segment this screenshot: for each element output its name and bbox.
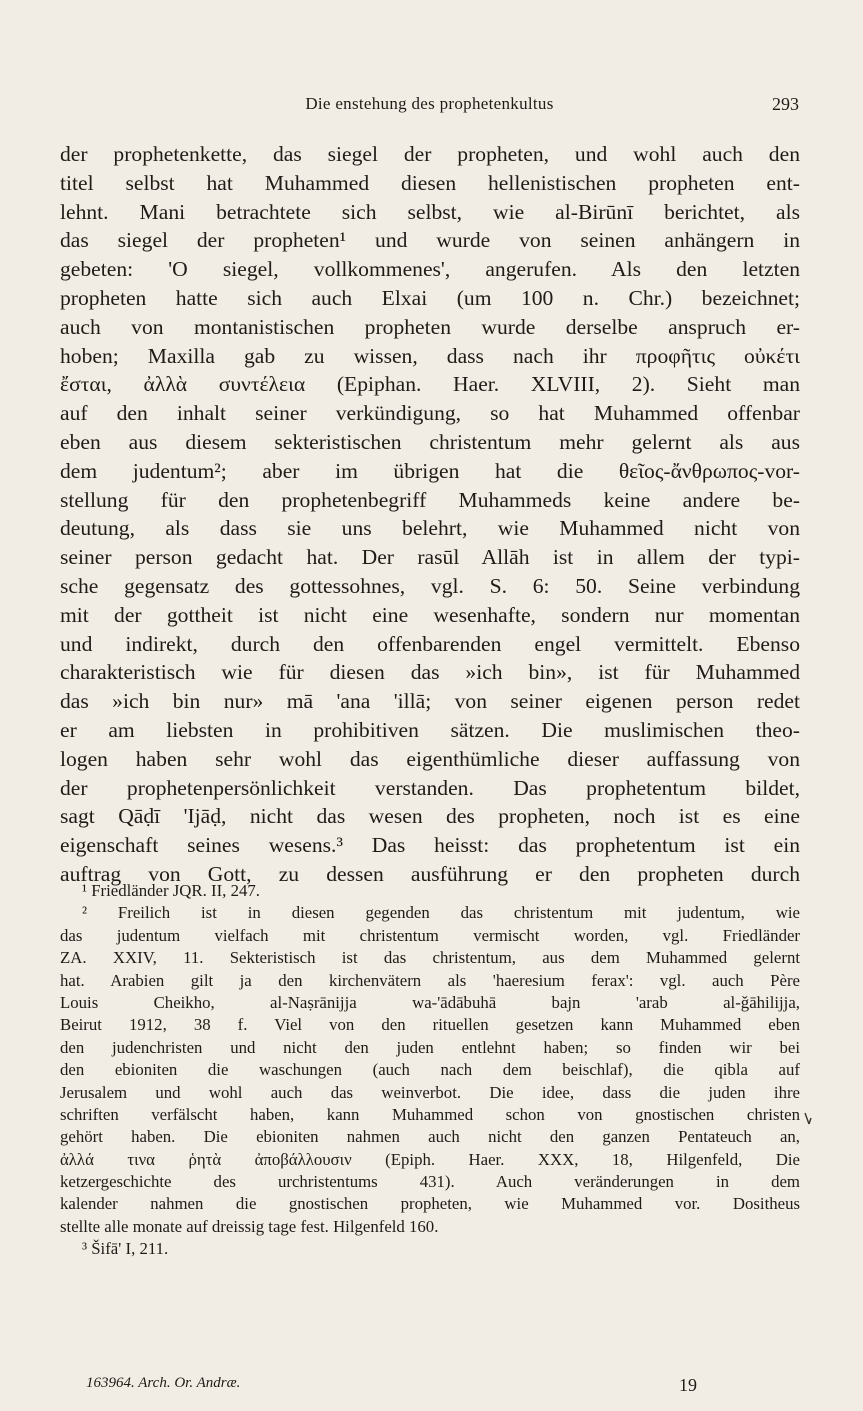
footnote-line: ketzergeschichte des urchristentums 431). Auch veränderungen in dem bbox=[60, 1172, 800, 1192]
body-line: sche gegensatz des gottessohnes, vgl. S. 6: 50. Seine verbindung bbox=[60, 573, 800, 598]
body-line: auf den inhalt seiner verkündigung, so hat Muhammed offenbar bbox=[60, 401, 800, 426]
footnote-line: ¹ Friedländer JQR. II, 247. bbox=[82, 881, 260, 900]
body-line: das »ich bin nur» mā 'ana 'illā; von seiner eigenen person redet bbox=[60, 689, 800, 714]
footnote-line: den judenchristen und nicht den juden entlehnt haben; so finden wir bei bbox=[60, 1037, 800, 1057]
body-line: er am liebsten in prohibitiven sätzen. Die muslimischen theo- bbox=[60, 717, 800, 742]
footnote-line: das judentum vielfach mit christentum vermischt worden, vgl. Friedländer bbox=[60, 925, 800, 945]
page-number: 293 bbox=[772, 94, 799, 114]
footnote-line: hat. Arabien gilt ja den kirchenvätern als 'haeresium ferax': vgl. auch Père bbox=[60, 970, 800, 990]
footnote-line: Jerusalem und wohl auch das weinverbot. Die idee, dass die juden ihre bbox=[60, 1082, 800, 1102]
footnote-line: Louis Cheikho, al-Naṣrānijja wa-'ādābuhā bajn 'arab al-ǧāhilijja, bbox=[60, 992, 800, 1012]
body-line: sagt Qāḍī 'Ijāḍ, nicht das wesen des propheten, noch ist es eine bbox=[60, 804, 800, 829]
footnote-line: kalender nahmen die gnostischen propheten, wie Muhammed vor. Dositheus bbox=[60, 1194, 800, 1214]
footnote-line: ἀλλά τινα ῥητὰ ἀποβάλλουσιν (Epiph. Haer. XXX, 18, Hilgenfeld, Die bbox=[60, 1149, 800, 1169]
body-line: logen haben sehr wohl das eigenthümliche dieser auffassung von bbox=[60, 746, 800, 771]
body-line: auftrag von Gott, zu dessen ausführung er den propheten durch bbox=[60, 861, 800, 886]
running-head bbox=[60, 94, 799, 118]
body-line: hoben; Maxilla gab zu wissen, dass nach ihr προφῆτις οὐκέτι bbox=[60, 343, 800, 368]
body-line: auch von montanistischen propheten wurde derselbe anspruch er- bbox=[60, 314, 800, 339]
body-line: der prophetenkette, das siegel der propheten, und wohl auch den bbox=[60, 142, 800, 166]
body-line: titel selbst hat Muhammed diesen hellenistischen propheten ent- bbox=[60, 170, 800, 195]
body-line: der prophetenpersönlichkeit verstanden. Das prophetentum bildet, bbox=[60, 775, 800, 800]
footnote-line: den ebioniten die waschungen (auch nach dem beischlaf), die qibla auf bbox=[60, 1060, 800, 1080]
body-line: mit der gottheit ist nicht eine wesenhafte, sondern nur momentan bbox=[60, 602, 800, 627]
body-line: und indirekt, durch den offenbarenden engel vermittelt. Ebenso bbox=[60, 631, 800, 656]
footnote-line: ³ Šifā' I, 211. bbox=[82, 1239, 169, 1259]
signature-mark: 163964. Arch. Or. Andræ. bbox=[86, 1375, 241, 1391]
body-line: deutung, als dass sie uns belehrt, wie Muhammed nicht von bbox=[60, 516, 800, 541]
footnote-line: Beirut 1912, 38 f. Viel von den rituellen gesetzen kann Muhammed eben bbox=[60, 1015, 800, 1035]
body-line: charakteristisch wie für diesen das »ich bin», ist für Muhammed bbox=[60, 660, 800, 685]
body-line: seiner person gedacht hat. Der rasūl Allāh ist in allem der typi- bbox=[60, 545, 800, 570]
footnote-line: ZA. XXIV, 11. Sekteristisch ist das christentum, aus dem Muhammed gelernt bbox=[60, 948, 800, 968]
body-line: eben aus diesem sekteristischen christentum mehr gelernt als aus bbox=[60, 429, 800, 454]
body-text bbox=[60, 140, 800, 889]
body-line: ἔσται, ἀλλὰ συντέλεια (Epiphan. Haer. XLVIII, 2). Sieht man bbox=[60, 372, 800, 397]
footnote-line: ² Freilich ist in diesen gegenden das christentum mit judentum, wie bbox=[82, 903, 800, 923]
running-title: Die enstehung des prophetenkultus bbox=[305, 94, 554, 113]
footnote-line: stellte alle monate auf dreissig tage fest. Hilgenfeld 160. bbox=[60, 1216, 439, 1236]
footer bbox=[86, 1375, 697, 1397]
body-line: eigenschaft seines wesens.³ Das heisst: das prophetentum ist ein bbox=[60, 833, 800, 858]
sheet-number: 19 bbox=[679, 1375, 697, 1395]
body-line: gebeten: 'O siegel, vollkommenes', angerufen. Als den letzten bbox=[60, 257, 800, 282]
body-line: propheten hatte sich auch Elxai (um 100 n. Chr.) bezeichnet; bbox=[60, 285, 800, 310]
body-line: lehnt. Mani betrachtete sich selbst, wie al-Birūnī berichtet, als bbox=[60, 199, 800, 224]
body-line: stellung für den prophetenbegriff Muhammeds keine andere be- bbox=[60, 487, 800, 512]
footnote-line: gehört haben. Die ebioniten nahmen auch nicht den ganzen Pentateuch an, bbox=[60, 1127, 800, 1147]
footnotes bbox=[60, 880, 800, 1261]
body-line: das siegel der propheten¹ und wurde von seinen anhängern in bbox=[60, 228, 800, 253]
body-line: dem judentum²; aber im übrigen hat die θεῖος-ἄνθρωπος-vor- bbox=[60, 458, 800, 483]
margin-mark-icon bbox=[803, 1112, 813, 1126]
footnote-line: schriften verfälscht haben, kann Muhammed schon von gnostischen christen bbox=[60, 1104, 800, 1124]
